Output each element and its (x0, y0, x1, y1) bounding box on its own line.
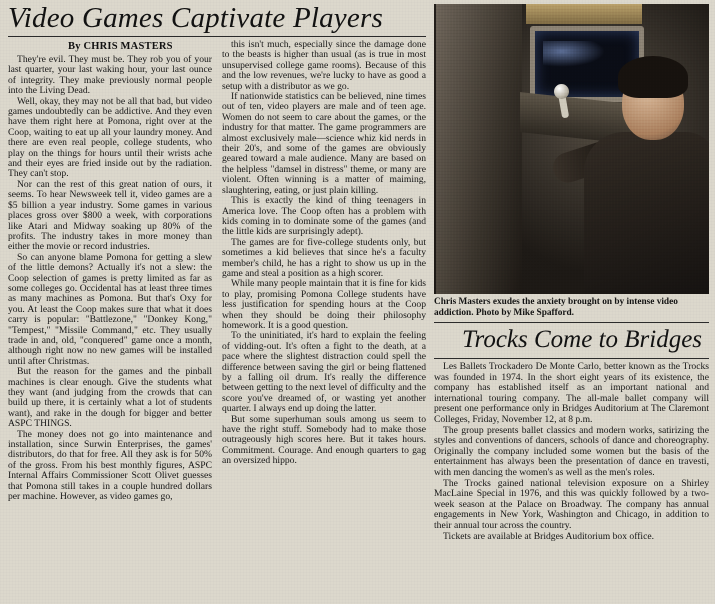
paragraph: Nor can the rest of this great nation of ours, it seems. To hear Newsweek tell it, video games are a $5 billion a year industry. Some games in various places gross over $800 a week, with corporations like Atari and Midway soaking up 80% of the profits. The industry takes in more money than either the movie or record industries. (8, 178, 212, 253)
article-column-3 (434, 362, 709, 542)
photo-caption: Chris Masters exudes the anxiety brought on by intense video addiction. Photo by Mike Spafford. (434, 297, 678, 318)
paragraph: But some superhuman souls among us seem to have the right stuff. Somebody had to make those outrageously high scores here. But it takes hours. Commitment. Courage. And enough quarters to gag an oversized hippo. (222, 413, 426, 467)
byline: By CHRIS MASTERS (68, 41, 173, 52)
paragraph: The group presents ballet classics and modern works, satirizing the styles and conventions of dancers, schools of dance and choreography. Originally the company included some women but the basis of the entertainment has always been the presentation of dance en travesti, with men dancing the women's as well as the men's roles. (434, 424, 709, 478)
paragraph: To the uninitiated, it's hard to explain the feeling of vidding-out. It's often a fight to the death, at a pace where the slightest distraction could spell the difference between saving the girl or being flattened by a falling oil drum. It's really the difference between getting to the next level of difficulty and the score you've dreamed of, or wasting yet another quarter. I always end up doing the latter. (222, 330, 426, 415)
paragraph: Well, okay, they may not be all that bad, but video games undoubtedly can be addictive. And they even have them right here at Pomona, right over at the Coop, waiting to eat up all your laundry money. And there are even real people, college students, who play on the things for hours until their wrists ache and their eyes are fried inside out by the radiation. They can't stop. (8, 95, 212, 180)
article-column-2 (222, 40, 426, 467)
photo-grain-overlay (434, 4, 709, 294)
paragraph: The games are for five-college students only, but sometimes a kid believes that since he's a faculty member's child, he has a right to show us up in the game and steal a position as a high scorer. (222, 236, 426, 279)
paragraph: They're evil. They must be. They rob you of your last quarter, your last waking hour, your last ounce of integrity. They make previously normal people into the Living Dead. (8, 54, 212, 97)
paragraph: The money does not go into maintenance and installation, since Surwin Enterprises, the games' distributors, do that for free. All they ask is for 50% of the gross. From his best monthly figures, ASPC Internal Affairs Commissioner Scott Olivet guesses that Pomona still takes in a couple hundred dollars per machine. However, as video games go, (8, 428, 212, 503)
article-column-1 (8, 55, 212, 502)
secondary-headline: Trocks Come to Bridges (462, 326, 703, 353)
paragraph: So can anyone blame Pomona for getting a slew of the little demons? Actually it's not a slew: the Coop selection of games is pretty limited as far as some colleges go. Occidental has at least three times as many machines as Pomona. But that's Oxy for you. At least the Coop makes sure that what it does carry is popular: "Battlezone," "Donkey Kong," "Tempest," "Missile Command," etc. They usually trade in and, old, "conquered" game once a month, although right now no new games will be installed until after Christmas. (8, 251, 212, 367)
secondary-headline-rule (434, 358, 709, 359)
paragraph: But the reason for the games and the pinball machines is clear enough. Give the students what they want (and judging from the crowds that can build up there, it is certainly what a lot of students want), and rake in the dough for bigger and better ASPC THINGS. (8, 366, 212, 430)
paragraph: this isn't much, especially since the damage done to the beasts is higher than usual (as is true in most unsupervised college game rooms). Because of this and the low revenues, we're lucky to have as good a setup with a distributor as we go. (222, 39, 426, 92)
paragraph: While many people maintain that it is fine for kids to play, promising Pomona College students have less justification for spending hours at the Coop when they should be doing their philosophy homework. It is a good question. (222, 278, 426, 331)
paragraph: This is exactly the kind of thing teenagers in America love. The Coop often has a problem with kids coming in to dominate some of the games (and the little kids are surprisingly adept). (222, 195, 426, 238)
paragraph: The Trocks gained national television exposure on a Shirley MacLaine Special in 1976, and this was quickly followed by a two-week season at the Palace on Broadway. The company has annual engagements in New York, Washington and Chicago, in addition to their annual tour across the country. (434, 477, 709, 531)
page-title: Video Games Captivate Players (8, 2, 383, 34)
paragraph: If nationwide statistics can be believed, nine times out of ten, video players are male and of teen age. Women do not seem to care about the games, or the industry for that matter. The game programmers are almost exclusively male—science whiz kid nerds in their 20's, and some of the games are obviously geared toward a male audience. Many are based on the helpless "damsel in distress" theme, or many are violent. Often winning is a matter of maiming, slaughtering, eating, or just plain killing. (222, 91, 426, 196)
arcade-photo (434, 4, 709, 294)
paragraph: Les Ballets Trockadero De Monte Carlo, better known as the Trocks was founded in 1974. In the short eight years of its existence, the company has established itself as an important national and international touring company. The all-male ballet company will present one performance only in Bridges Auditorium at The Claremont Colleges, Friday, November 12, at 8 p.m. (434, 361, 709, 425)
headline-rule (8, 36, 426, 37)
paragraph: Tickets are available at Bridges Auditorium box office. (443, 530, 655, 542)
caption-rule (434, 322, 709, 323)
